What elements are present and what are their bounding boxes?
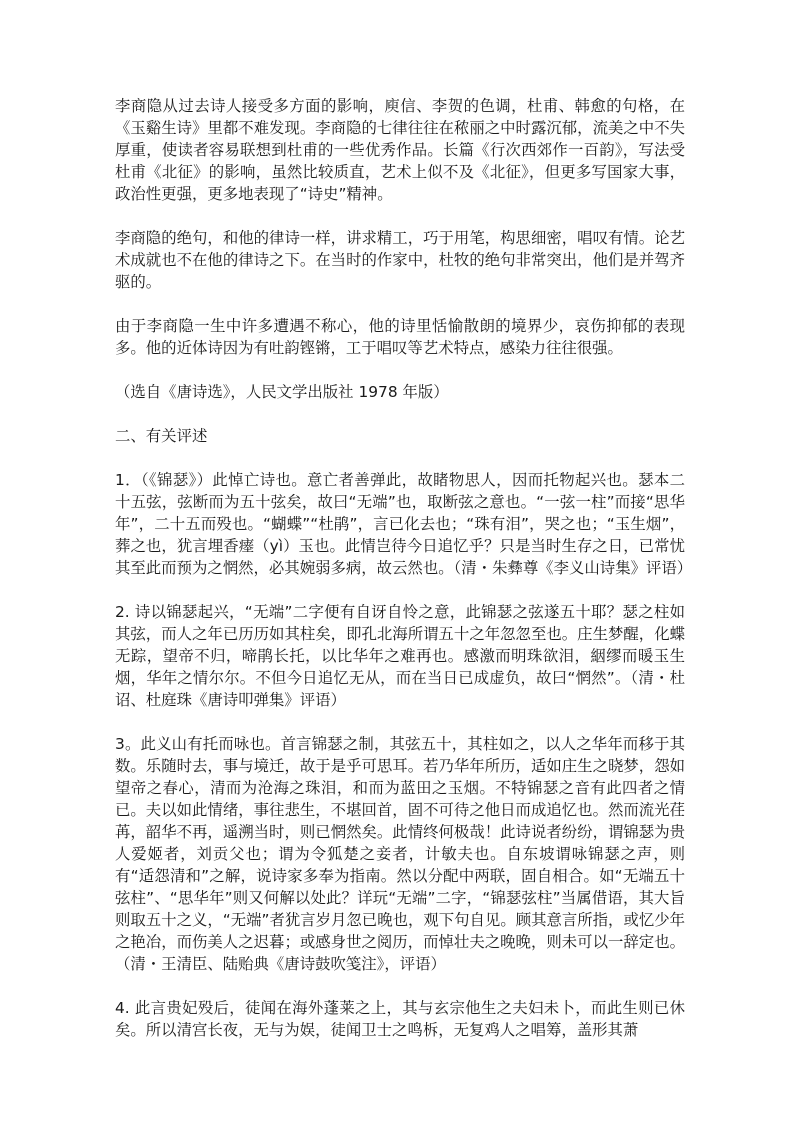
source-note: （选自《唐诗选》，人民文学出版社 1978 年版） bbox=[115, 383, 449, 401]
commentary-3: 3。此义山有托而咏也。首言锦瑟之制，其弦五十，其柱如之，以人之华年而移于其数。乐随时去，事与境迁，故于是乎可思耳。若乃华年所历，适如庄生之晓梦，怨如望帝之春心，清而为沧海之珠泪，和而为蓝田之玉烟。不特锦瑟之音有此四者之情已。夫以如此情绪，事往悲生，不堪回首，固不可待之他日而成追忆也。然而流光荏苒，韶华不再，遥溯当时，则已惘然矣。此情终何极哉！此诗说者纷纷，谓锦瑟为贵人爱姬者，刘贡父也；谓为令狐楚之妾者，计敏夫也。自东坡谓咏锦瑟之声，则有“适怨清和”之解，说诗家多奉为指南。然以分配中两联，固自相合。如“无端五十弦柱”、“思华年”则又何解以处此？详玩“无端”二字，“锦瑟弦柱”当属借语，其大旨则取五十之义，“无端”者犹言岁月忽已晚也，观下句自见。顾其意言所指，或忆少年之艳冶，而伤美人之迟暮；或感身世之阅历，而悼壮夫之晚晚，则未可以一辞定也。（清・王清臣、陆贻典《唐诗鼓吹笺注》，评语） bbox=[115, 735, 686, 973]
intro-paragraph-3: 由于李商隐一生中许多遭遇不称心，他的诗里恬愉散朗的境界少，哀伤抑郁的表现多。他的近体诗因为有吐韵铿锵，工于唱叹等艺术特点，感染力往往很强。 bbox=[115, 317, 685, 357]
document-page bbox=[115, 95, 693, 1063]
commentary-2: 2. 诗以锦瑟起兴，“无端”二字便有自讶自怜之意，此锦瑟之弦遂五十耶？瑟之柱如其弦，而人之年已历历如其柱矣，即孔北海所谓五十之年忽忽至也。庄生梦醒，化蝶无踪，望帝不归，啼鹃长托，以比华年之难再也。感激而明珠欲泪，絪缪而暖玉生烟，华年之情尔尔。不但今日追忆无从，而在当日已成虚负，故曰“惘然”。（清・杜诏、杜庭珠《唐诗叩弹集》评语） bbox=[115, 603, 685, 709]
section-heading: 二、有关评述 bbox=[115, 427, 208, 445]
intro-paragraph-1: 李商隐从过去诗人接受多方面的影响，庾信、李贺的色调，杜甫、韩愈的句格，在《玉谿生诗》里都不难发现。李商隐的七律往往在秾丽之中时露沉郁，流美之中不失厚重，使读者容易联想到杜甫的一些优秀作品。长篇《行次西郊作一百韵》，写法受杜甫《北征》的影响，虽然比较质直，艺术上似不及《北征》，但更多写国家大事，政治性更强，更多地表现了“诗史”精神。 bbox=[115, 97, 685, 203]
commentary-1: 1．（《锦瑟》）此悼亡诗也。意亡者善弹此，故睹物思人，因而托物起兴也。瑟本二十五弦，弦断而为五十弦矣，故曰“无端”也，取断弦之意也。“一弦一柱”而接“思华年”，二十五而殁也。“蝴蝶”“杜鹃”，言已化去也；“珠有泪”，哭之也；“玉生烟”，葬之也，犹言埋香瘗（yì）玉也。此情岂待今日追忆乎？只是当时生存之日，已常忧其至此而预为之惘然，必其婉弱多病，故云然也。（清・朱彝尊《李义山诗集》评语） bbox=[115, 471, 693, 577]
intro-paragraph-2: 李商隐的绝句，和他的律诗一样，讲求精工，巧于用笔，构思细密，唱叹有情。论艺术成就也不在他的律诗之下。在当时的作家中，杜牧的绝句非常突出，他们是并驾齐驱的。 bbox=[115, 229, 685, 291]
commentary-4: 4. 此言贵妃殁后，徒闻在海外蓬莱之上，其与玄宗他生之夫妇未卜，而此生则已休矣。所以清宫长夜，无与为娱，徒闻卫士之鸣柝，无复鸡人之唱筹，盖形其萧 bbox=[115, 999, 685, 1039]
